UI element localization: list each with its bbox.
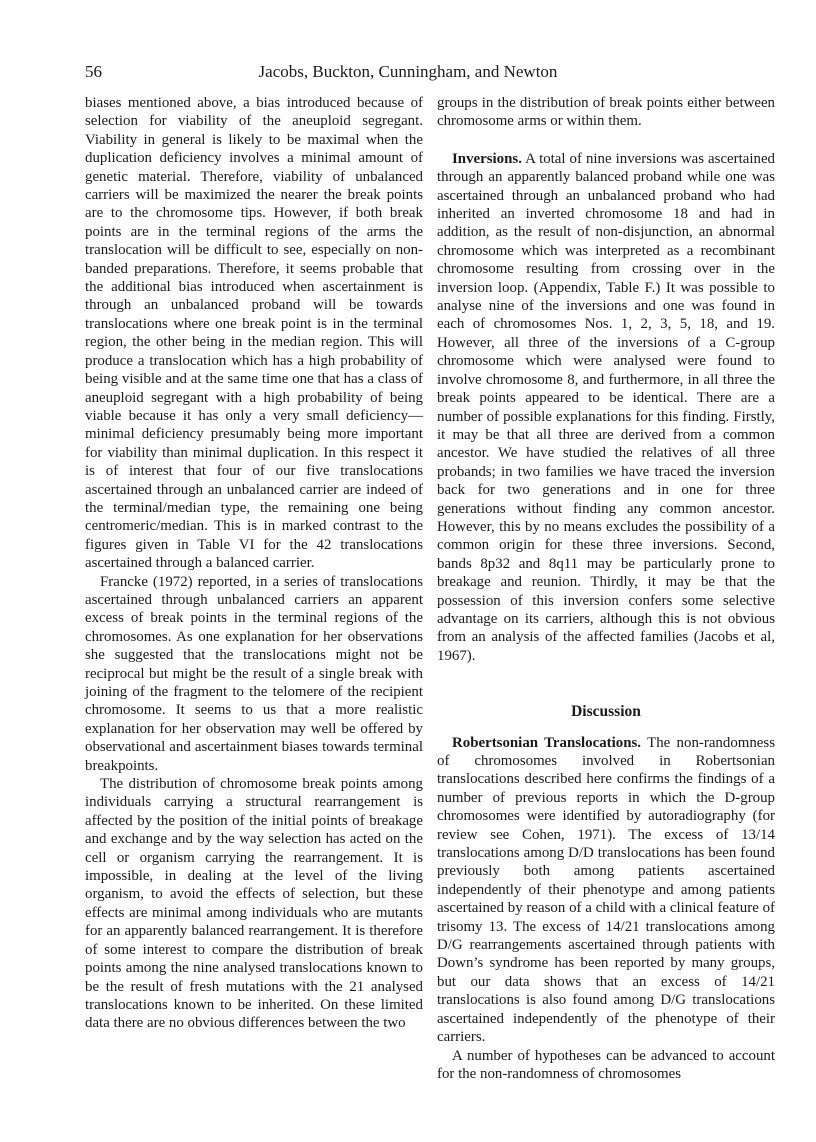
paragraph-robertsonian	[437, 734, 775, 1047]
paragraph: biases mentioned above, a bias introduced because of selection for viability of the aneuploid segregant. Viability in general is likely to be maximal when the duplication deficiency involves a minimal amount of genetic material. Therefore, viability of unbalanced carriers will be maximized the nearer the break points are to the chromosome tips. However, if both break points are in the terminal regions of the arms the translocation will be difficult to see, especially on non-banded preparations. Therefore, it seems probable that the additional bias introduced when ascertainment is through an unbalanced proband will be towards translocations where one break point is in the terminal region, the other being in the median region. This will produce a translocation which has a high probability of being visible and at the same time one that has a class of aneuploid segregant with a high probability of being viable because it has only a very small deficiency—minimal deficiency presumably being more important for viability than minimal duplication. In this respect it is of interest that four of our five translocations ascertained through an unbalanced carrier are indeed of the terminal/median type, the remaining one being centromeric/median. This is in marked contrast to the figures given in Table VI for the 42 translocations ascertained through a balanced carrier.	[85, 95, 423, 572]
paragraph-inversions	[437, 150, 775, 665]
section-heading-discussion: Discussion	[571, 703, 641, 721]
paragraph: groups in the distribution of break points either between chromosome arms or within them.	[437, 95, 775, 130]
paragraph: Francke (1972) reported, in a series of translocations ascertained through unbalanced carriers an apparent excess of break points in the terminal regions of the chromosomes. As one explanation for her observations she suggested that the translocations might not be reciprocal but might be the result of a single break with joining of the fragment to the telomere of the recipient chromosome. It seems to us that a more realistic explanation for her observation may well be offered by observational and ascertainment biases towards terminal breakpoints.	[85, 573, 423, 774]
paragraph-text: A total of nine inversions was ascertained through an apparently balanced proband while one was ascertained through an unbalanced proband who had inherited an inverted chromosome 18 and had in addition, as the result of non-disjunction, an abnormal chromosome which was interpreted as a recombinant chromosome resulting from crossing over in the inversion loop. (Appendix, Table F.) It was possible to analyse nine of the inversions and one was found in each of chromosomes Nos. 1, 2, 3, 5, 18, and 19. However, all three of the inversions of a C-group chromosome which were analysed were found to involve chromosome 8, and furthermore, in all three the break points appeared to be identical. There are a number of possible explanations for this finding. Firstly, it may be that all three are derived from a common ancestor. We have studied the relatives of all three probands; in two families we have traced the inversion back for two generations and in one for three generations without finding any common ancestor. However, this by no means excludes the possibility of a common origin for these three inversions. Second, bands 8p32 and 8q11 may be particularly prone to breakage and reunion. Thirdly, it may be that the possession of this inversion confers some selective advantage on its carriers, although this is not obvious from an analysis of the affected families (Jacobs et al, 1967).	[437, 150, 776, 664]
run-in-heading-robertsonian: Robertsonian Translocations.	[452, 734, 642, 751]
running-head-authors: Jacobs, Buckton, Cunningham, and Newton	[258, 62, 558, 81]
right-column	[437, 94, 775, 1083]
page-number: 56	[85, 62, 102, 81]
paragraph-text: The non-randomness of chromosomes involved in Robertsonian translocations described here confirms the findings of a number of previous reports in which the D-group chromosomes were identified by autoradiography (for review see Cohen, 1971). The excess of 13/14 translocations among D/D translocations has been found previously both among patients ascertained independently of their phenotype and among patients ascertained by reason of a child with a clinical feature of trisomy 13. The excess of 14/21 translocations among D/G rearrangements ascertained through patients with Down’s syndrome has been reported by many groups, but our data shows that an excess of 14/21 translocations is also found among D/G translocations ascertained independently of the phenotype of their carriers.	[437, 734, 775, 1046]
paragraph: A number of hypotheses can be advanced to account for the non-randomness of chromosomes	[437, 1047, 775, 1082]
left-column	[85, 94, 423, 1033]
paragraph: The distribution of chromosome break points among individuals carrying a structural rearrangement is affected by the position of the initial points of breakage and exchange and by the way selection has acted on the cell or organism carrying the rearrangement. It is impossible, in dealing at the level of the living organism, to avoid the effects of selection, but these effects are minimal among individuals who are mutants for an apparently balanced rearrangement. It is therefore of some interest to compare the distribution of break points among the nine analysed translocations known to be the result of fresh mutations with the 21 analysed translocations known to be inherited. On these limited data there are no obvious differences between the two	[85, 776, 423, 1032]
run-in-heading-inversions: Inversions.	[452, 150, 522, 167]
